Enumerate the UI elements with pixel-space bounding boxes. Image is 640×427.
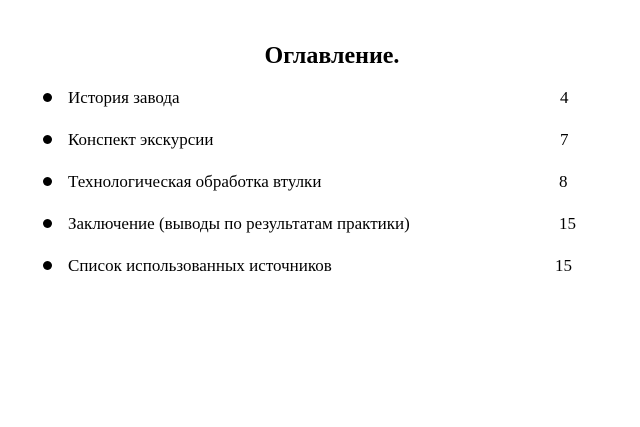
bullet-icon [43, 261, 52, 270]
toc-item-bushing-machining [0, 170, 640, 212]
table-of-contents [0, 86, 640, 296]
bullet-icon [43, 135, 52, 144]
bullet-icon [43, 93, 52, 102]
bullet-icon [43, 219, 52, 228]
toc-item-page-number: 4 [560, 88, 569, 107]
toc-item-page-number: 7 [560, 130, 569, 149]
toc-item-label: Технологическая обработка втулки [68, 172, 322, 191]
toc-item-label: История завода [68, 88, 180, 107]
toc-item-factory-history [0, 86, 640, 128]
bullet-icon [43, 177, 52, 186]
toc-item-page-number: 15 [555, 256, 572, 275]
page-title: Оглавление. [264, 43, 400, 69]
toc-item-page-number: 15 [559, 214, 576, 233]
toc-item-references [0, 254, 640, 296]
toc-item-label: Конспект экскурсии [68, 130, 214, 149]
toc-item-label: Список использованных источников [68, 256, 332, 275]
toc-item-excursion-notes [0, 128, 640, 170]
toc-item-label: Заключение (выводы по результатам практики) [68, 214, 410, 233]
toc-item-page-number: 8 [559, 172, 568, 191]
toc-item-conclusion [0, 212, 640, 254]
